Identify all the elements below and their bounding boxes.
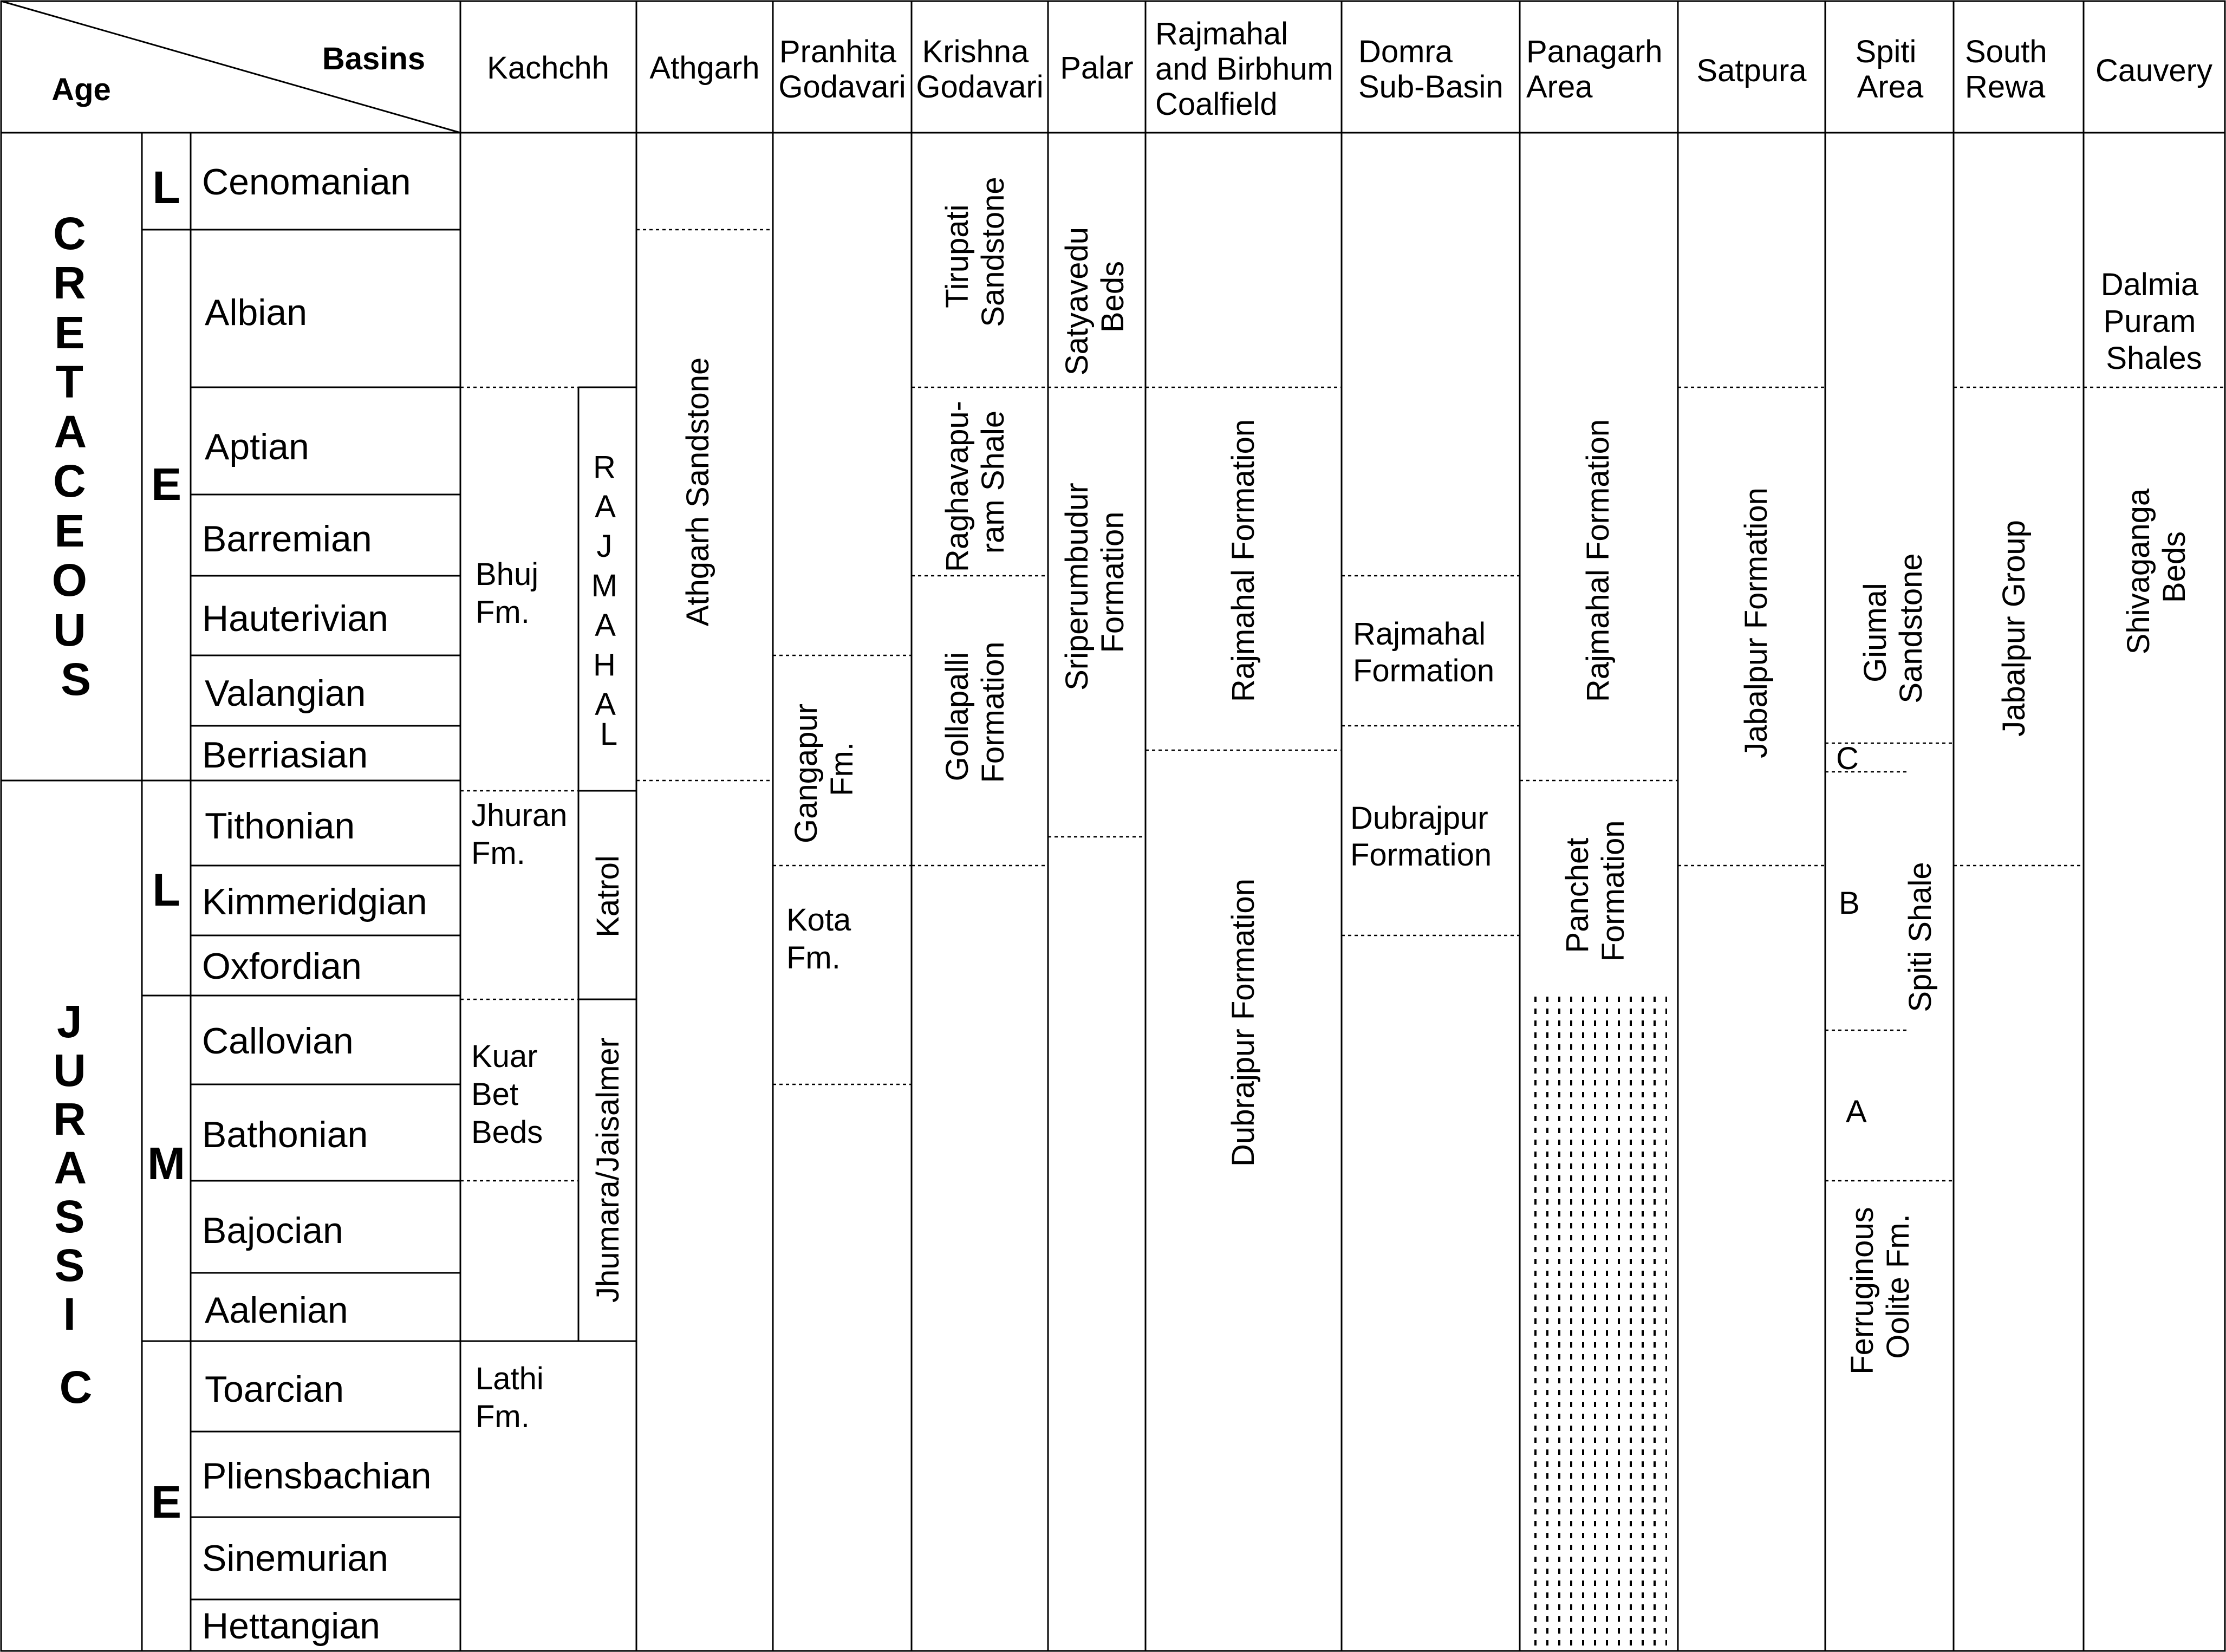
stage-label: Kimmeridgian	[202, 881, 427, 922]
unit-ferruginous-oolite-fm: Ferruginous Oolite Fm.	[1845, 1207, 1916, 1375]
basin-header-kachchh: Kachchh	[487, 50, 609, 86]
stage-label: Aalenian	[205, 1290, 348, 1331]
basin-header-palar: Palar	[1060, 50, 1134, 86]
unit-spiti-b: B	[1839, 886, 1860, 921]
stage-label: Toarcian	[205, 1369, 344, 1410]
stage-label: Berriasian	[202, 734, 368, 776]
epoch-jurassic-early: E	[151, 1477, 182, 1527]
stage-label: Albian	[205, 292, 308, 333]
stage-label: Valangian	[205, 673, 366, 714]
stage-label: Bathonian	[202, 1114, 368, 1155]
stage-label: Pliensbachian	[202, 1455, 432, 1497]
unit-sriperumbudur-formation: Sriperumbudur Formation	[1059, 483, 1130, 691]
basin-header-domra: Domra Sub-Basin	[1358, 34, 1503, 105]
stage-label: Cenomanian	[202, 161, 411, 203]
unit-spiti-c: C	[1836, 741, 1859, 776]
stage-label: Callovian	[202, 1020, 354, 1062]
stage-label: Tithonian	[205, 805, 355, 847]
unit-rajmahal-formation-domra: Rajmahal Formation	[1353, 616, 1495, 688]
stage-label: Oxfordian	[202, 946, 362, 987]
stage-label: Barremian	[202, 518, 372, 560]
epoch-jurassic-late: L	[152, 864, 180, 915]
unit-panchet-formation: Panchet Formation	[1560, 820, 1631, 962]
period-cretaceous: C R E T A C E O U S	[51, 208, 92, 705]
unit-jabalpur-formation: Jabalpur Formation	[1739, 487, 1774, 758]
panagarh-hiatus-pattern	[1531, 996, 1667, 1651]
epoch-cretaceous-early: E	[151, 459, 182, 510]
unit-dalmia-puram-shales: Dalmia Puram Shales	[2100, 267, 2202, 376]
unit-rajmahal-group-kachchh: R A J M A H A L	[591, 450, 618, 752]
stage-label: Aptian	[205, 426, 309, 467]
unit-shivaganga-beds: Shivaganga Beds	[2121, 488, 2192, 655]
stage-label: Sinemurian	[202, 1538, 388, 1579]
unit-dubrajpur-formation-domra: Dubrajpur Formation	[1350, 801, 1492, 873]
unit-kota-fm: Kota Fm.	[786, 902, 851, 975]
basin-header-cauvery: Cauvery	[2095, 53, 2212, 88]
unit-jhuran-fm: Jhuran Fm.	[471, 798, 568, 871]
basin-header-spiti: Spiti Area	[1855, 34, 1924, 105]
stage-label: Hettangian	[202, 1605, 380, 1647]
unit-spiti-a: A	[1846, 1094, 1867, 1129]
corner-basins-label: Basins	[322, 41, 426, 76]
basin-header-pranhita-godavari: Pranhita Godavari	[778, 34, 906, 105]
unit-giumal-sandstone: Giumal Sandstone	[1858, 553, 1929, 704]
unit-lathi-fm: Lathi Fm.	[476, 1361, 544, 1434]
unit-gollapalli-formation: Gollapalli Formation	[940, 641, 1011, 783]
unit-jhumara-jaisalmer: Jhumara/Jaisalmer	[590, 1037, 626, 1303]
basin-header-rajmahal-birbhum: Rajmahal and Birbhum Coalfield	[1155, 16, 1333, 122]
unit-satyavedu-beds: Satyavedu Beds	[1059, 227, 1130, 376]
unit-rajmahal-formation-birbhum: Rajmahal Formation	[1226, 419, 1261, 703]
basin-header-athgarh: Athgarh	[649, 50, 760, 86]
corner-age-label: Age	[51, 72, 111, 107]
basin-header-satpura: Satpura	[1696, 53, 1807, 88]
basin-header-panagarh: Panagarh Area	[1526, 34, 1663, 105]
unit-spiti-shale: Spiti Shale	[1903, 862, 1938, 1012]
unit-jabalpur-group: Jabalpur Group	[1996, 520, 2032, 737]
period-jurassic: J U R A S S I C	[53, 996, 93, 1413]
unit-rajmahal-formation-panagarh: Rajmahal Formation	[1580, 419, 1616, 703]
stage-labels	[202, 161, 431, 1647]
unit-katrol: Katrol	[590, 855, 626, 938]
unit-bhuj-fm: Bhuj Fm.	[476, 557, 539, 630]
epoch-cretaceous-late: L	[152, 162, 180, 213]
stage-label: Hauterivian	[202, 598, 388, 639]
stage-label: Bajocian	[202, 1210, 343, 1251]
epoch-jurassic-middle: M	[147, 1138, 185, 1189]
header-row	[51, 16, 2212, 122]
unit-raghavapuram-shale: Raghavapu- ram Shale	[940, 401, 1011, 573]
unit-athgarh-sandstone: Athgarh Sandstone	[680, 357, 715, 627]
unit-kuar-bet-beds: Kuar Bet Beds	[471, 1039, 543, 1150]
unit-dubrajpur-formation-birbhum: Dubrajpur Formation	[1226, 879, 1261, 1167]
unit-tirupati-sandstone: Tirupati Sandstone	[940, 177, 1011, 327]
basin-header-south-rewa: South Rewa	[1965, 34, 2047, 105]
unit-gangapur-fm: Gangapur Fm.	[789, 704, 860, 844]
dashed-boundaries	[460, 230, 2225, 1181]
basin-header-krishna-godavari: Krishna Godavari	[916, 34, 1044, 105]
